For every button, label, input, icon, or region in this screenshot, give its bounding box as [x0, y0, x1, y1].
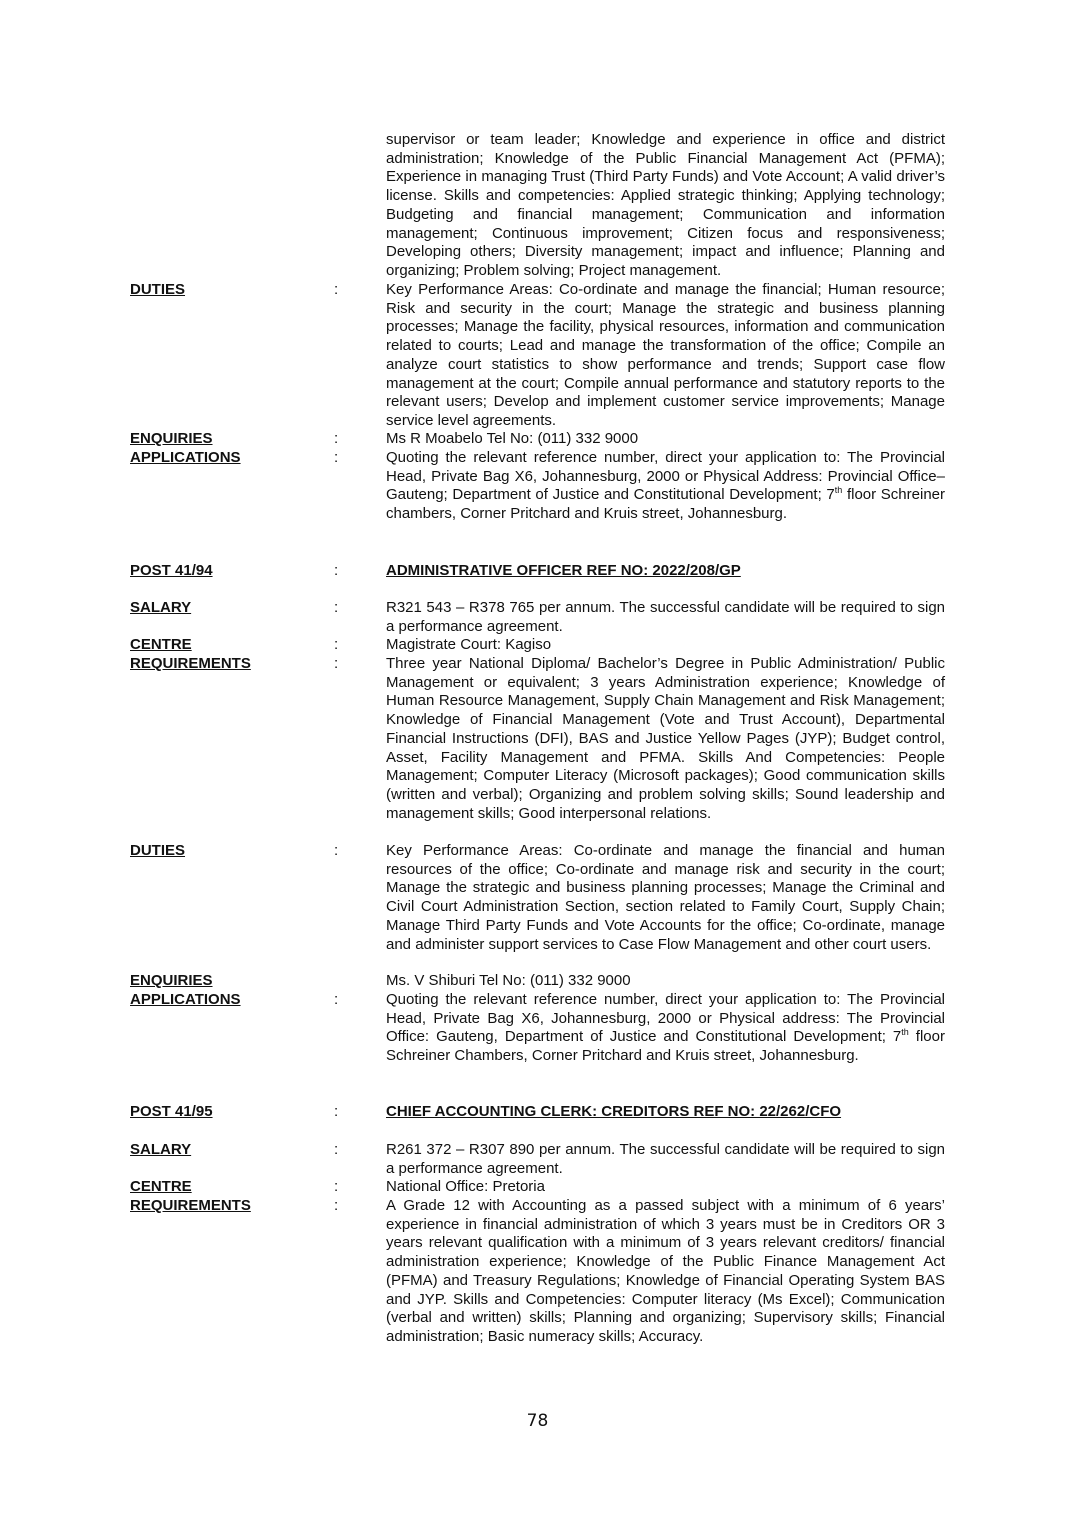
colon: : [334, 991, 339, 1008]
requirements-label: REQUIREMENTS [130, 655, 251, 672]
applications-text-part: floor Schreiner chambers, Corner Pritchard and Kruis street, Johannesburg. [386, 486, 945, 523]
applications-label: APPLICATIONS [130, 449, 241, 466]
colon: : [334, 1197, 339, 1214]
colon: : [334, 449, 339, 466]
enquiries-label: ENQUIRIES [130, 972, 213, 989]
requirements-label: REQUIREMENTS [130, 1197, 251, 1214]
salary-label: SALARY [130, 599, 192, 616]
colon: : [334, 1103, 339, 1120]
salary-text: R321 543 – R378 765 per annum. The successful candidate will be required to sign a performance agreement. [386, 599, 945, 635]
centre-label: CENTRE [130, 1178, 192, 1195]
enquiries-text: Ms R Moabelo Tel No: (011) 332 9000 [386, 430, 639, 447]
post-title: CHIEF ACCOUNTING CLERK: CREDITORS REF NO: 22/262/CFO [386, 1103, 842, 1120]
salary-text: R261 372 – R307 890 per annum. The successful candidate will be required to sign a performance agreement. [386, 1141, 945, 1177]
centre-label: CENTRE [130, 636, 192, 653]
colon: : [334, 842, 339, 859]
duties-label: DUTIES [130, 842, 186, 859]
salary-label: SALARY [130, 1141, 192, 1158]
continued-requirements-text: supervisor or team leader; Knowledge and experience in office and district administration; Knowledge of the Public Financial Management Act (PFMA); Experience in managing Trust (Third Party Funds) and Vote Account; A valid driver’s license. Skills and competencies: Applied strategic thinking; Applying technology; Budgeting and financial management; Communication and information management; Continuous improvement; Citizen focus and responsiveness; Developing others; Diversity management; impact and influence; Planning and organizing; Problem solving; Project management. [386, 131, 945, 279]
applications-text-part: Quoting the relevant reference number, direct your application to: The Provincial Head, Private Bag X6, Johannesburg, 2000 or Physical address: The Provincial Office: Gauteng, Department of Justice and Constitutional Development; 7 [386, 991, 945, 1046]
post-title: ADMINISTRATIVE OFFICER REF NO: 2022/208/GP [386, 562, 741, 579]
colon: : [334, 281, 339, 298]
colon: : [334, 655, 339, 672]
centre-text: Magistrate Court: Kagiso [386, 636, 552, 653]
page-number: 78 [526, 1411, 549, 1431]
centre-text: National Office: Pretoria [386, 1178, 545, 1195]
enquiries-label: ENQUIRIES [130, 430, 213, 447]
applications-text-part: Quoting the relevant reference number, direct your application to: The Provincial Head, Private Bag X6, Johannesburg, 2000 or Physical Address: Provincial Office–Gauteng; Department of Justice and Constitutional Development; 7 [386, 449, 945, 504]
applications-label: APPLICATIONS [130, 991, 241, 1008]
colon: : [334, 1178, 339, 1195]
requirements-text: A Grade 12 with Accounting as a passed subject with a minimum of 6 years’ experience in financial administration of which 3 years must be in Creditors OR 3 years relevant qualification with a minimum of 3 years relevant creditors/ financial administration experience; Knowledge of the Public Finance Management Act (PFMA) and Treasury Regulations; Knowledge of Financial Operating System BAS and JYP. Skills and Competencies: Computer literacy (Ms Excel); Communication (verbal and written) skills; Planning and organizing; Supervisory skills; Financial administration; Basic numeracy skills; Accuracy. [386, 1197, 945, 1345]
applications-text [386, 991, 945, 1066]
ordinal-suffix: th [901, 1027, 909, 1038]
colon: : [334, 562, 339, 579]
colon: : [334, 430, 339, 447]
duties-text: Key Performance Areas: Co-ordinate and manage the financial and human resources of the office; Co-ordinate and manage risk and security in the court; Manage the strategic and business planning processes; Manage the Criminal and Civil Court Administration Section, section related to Family Court, Supply Chain; Manage Third Party Funds and Vote Accounts for the office; Co-ordinate, manage and administer support services to Case Flow Management and other court users. [386, 842, 945, 953]
duties-label: DUTIES [130, 281, 186, 298]
requirements-text: Three year National Diploma/ Bachelor’s Degree in Public Administration/ Public Management or equivalent; 3 years Administration experience; Knowledge of Human Resource Management, Supply Chain Management and Risk Management; Knowledge of Financial Management (Vote and Trust Account), Departmental Financial Instructions (DFI), BAS and Justice Yellow Pages (JYP); Budget control, Asset, Facility Management and PFMA. Skills And Competencies: People Management; Computer Literacy (Microsoft packages); Good communication skills (written and verbal); Organizing and problem solving skills; Sound leadership and management skills; Good interpersonal relations. [386, 655, 945, 822]
duties-text: Key Performance Areas: Co-ordinate and manage the financial; Human resource; Risk and security in the court; Manage the strategic and business planning processes; Manage the facility, physical resources, information and communication related to courts; Lead and manage the transformation of the office; Compile an analyze court statistics to show performance and trends; Support case flow management at the court; Compile annual performance and statutory reports to the relevant users; Develop and implement customer service improvements; Manage service level agreements. [386, 281, 945, 429]
applications-text [386, 449, 945, 524]
enquiries-text: Ms. V Shiburi Tel No: (011) 332 9000 [386, 972, 631, 989]
ordinal-suffix: th [834, 485, 843, 496]
applications-text-part: floor Schreiner Chambers, Corner Pritchard and Kruis street, Johannesburg. [386, 1028, 945, 1065]
colon: : [334, 636, 339, 653]
post-number-label: POST 41/95 [130, 1103, 213, 1120]
post-number-label: POST 41/94 [130, 562, 213, 579]
colon: : [334, 1141, 339, 1158]
colon: : [334, 599, 339, 616]
